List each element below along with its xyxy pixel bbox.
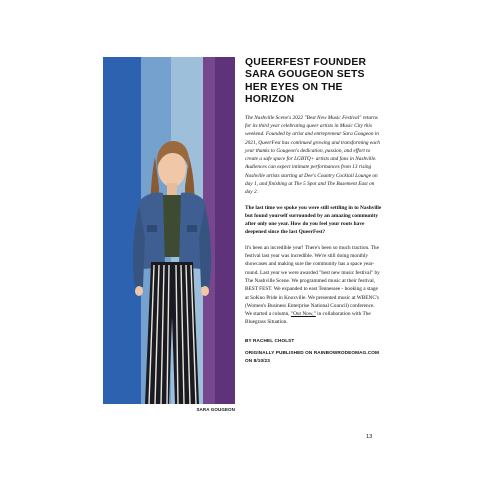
byline: BY RACHEL CHOLST <box>245 337 295 343</box>
article <box>245 57 382 369</box>
photo-caption: SARA GOUGEON <box>196 407 235 412</box>
answer-text-end: in collaboration with The Bluegrass Situation. <box>245 311 371 326</box>
page-number: 13 <box>366 434 373 440</box>
article-headline: QUEERFEST FOUNDER SARA GOUGEON SETS HER EYES ON THE HORIZON <box>245 57 367 106</box>
out-now-link[interactable]: "Out Now," <box>290 311 316 318</box>
interview-answer <box>245 244 382 327</box>
interview-question: The last time we spoke you were still settling in to Nashville but found yourself surrounded by an amazing community after only one year. How do you feel your roots have deepened since the last QueerFest? <box>245 204 382 236</box>
article-intro: The Nashville Scene's 2022 "Best New Music Festival" returns for its third year celebrating queer artists in Music City this weekend. Founded by artist and entrepreneur Sara Gougeon in 2021, QueerFest has continued growing and transforming each year thanks to Gougeon's dedication, passion, and effort to create a safe space for LGBTQ+ artists and fans in Nashville. Audiences can expect intimate performances from 13 rising Nashville artists starting at Dee's Country Cocktail Lounge on day 1, and finishing at The 5 Spot and The Basement East on day 2. <box>245 114 380 196</box>
portrait-illustration <box>103 57 235 404</box>
publication-note: ORIGINALLY PUBLISHED ON RAINBOWRODEOMAG.COM ON 8/10/23 <box>245 350 379 363</box>
answer-text-start: It's been an incredible year! There's been so much traction. The festival last year was incredible. We're still doing monthly showcases and making sure the community has a space year-round. Last year we were awarded "best new music festival" by The Nashville Scene. We programmed music at their festival, BEST FEST. We expanded to east Tennessee - booking a stage at SoKno Pride in Knoxville. We presented music at WBENC's (Women's Business Enterprise National Council) conference. We started a column, <box>245 244 380 318</box>
portrait-photo <box>103 57 235 404</box>
